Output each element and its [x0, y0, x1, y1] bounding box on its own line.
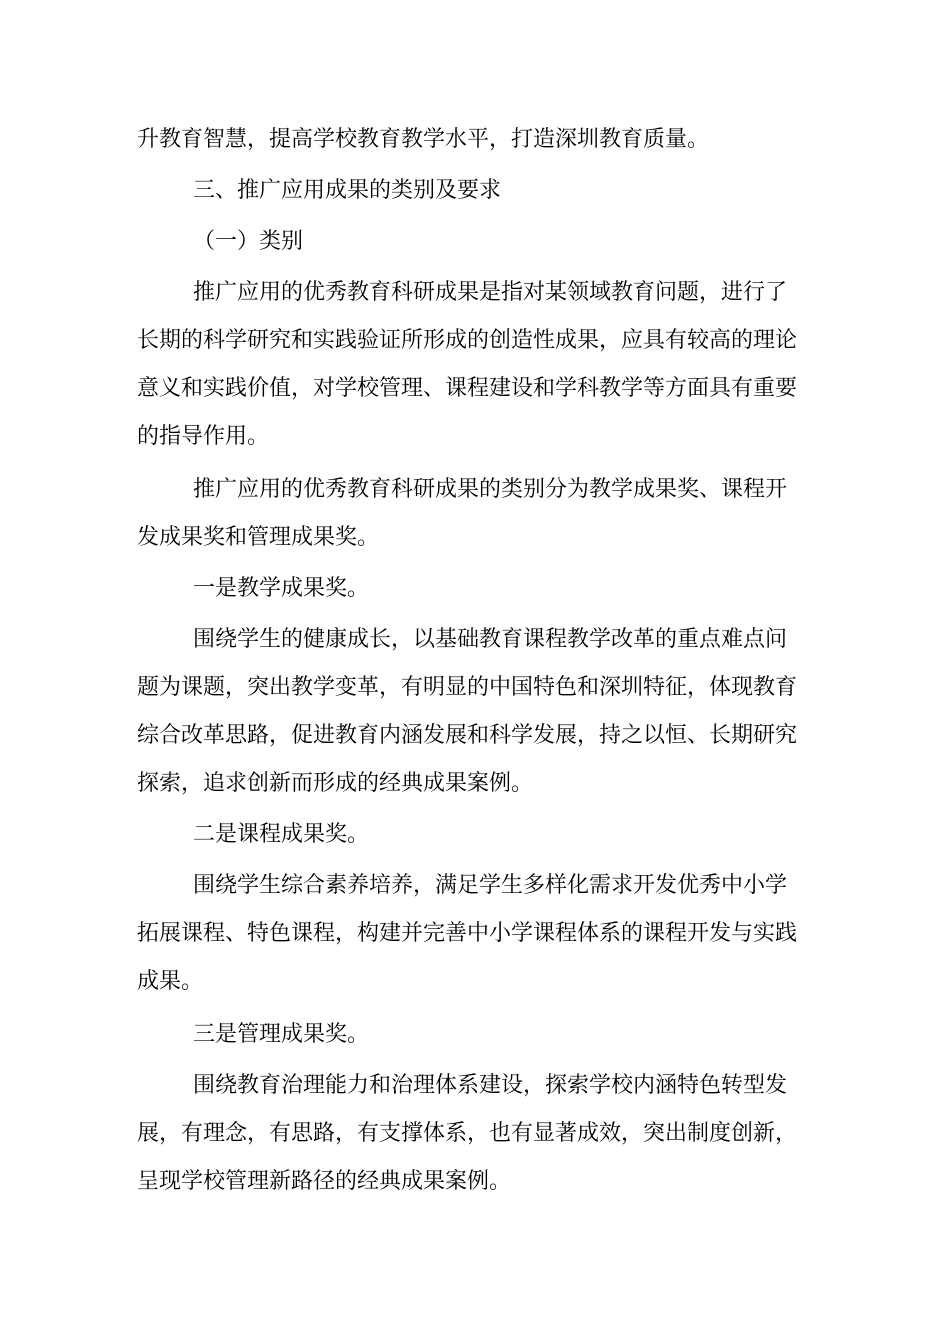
text-line: 的指导作用。: [137, 424, 270, 449]
text-line: 综合改革思路，促进教育内涵发展和科学发展，持之以恒、长期研究: [137, 723, 798, 748]
text-line: 题为课题，突出教学变革，有明显的中国特色和深圳特征，体现教育: [137, 675, 798, 700]
text-line: 围绕教育治理能力和治理体系建设，探索学校内涵特色转型发: [193, 1073, 788, 1098]
text-line: 围绕学生综合素养培养，满足学生多样化需求开发优秀中小学: [193, 873, 788, 898]
subsection-heading: （一）类别: [193, 229, 304, 254]
text-line: 发成果奖和管理成果奖。: [137, 525, 380, 550]
text-line: 拓展课程、特色课程，构建并完善中小学课程体系的课程开发与实践: [137, 921, 798, 946]
text-line: 推广应用的优秀教育科研成果是指对某领域教育问题，进行了: [193, 280, 788, 305]
item-heading: 一是教学成果奖。: [193, 576, 370, 601]
section-heading: 三、推广应用成果的类别及要求: [193, 178, 502, 203]
item-heading: 二是课程成果奖。: [193, 822, 370, 847]
text-line: 展，有理念，有思路，有支撑体系，也有显著成效，突出制度创新，: [137, 1121, 798, 1146]
text-line: 长期的科学研究和实践验证所形成的创造性成果，应具有较高的理论: [137, 328, 798, 353]
text-line: 意义和实践价值，对学校管理、课程建设和学科教学等方面具有重要: [137, 376, 798, 401]
text-line: 呈现学校管理新路径的经典成果案例。: [137, 1169, 512, 1194]
text-line: 推广应用的优秀教育科研成果的类别分为教学成果奖、课程开: [193, 477, 788, 502]
text-line: 升教育智慧，提高学校教育教学水平，打造深圳教育质量。: [137, 127, 710, 152]
text-line: 探索，追求创新而形成的经典成果案例。: [137, 771, 534, 796]
item-heading: 三是管理成果奖。: [193, 1022, 370, 1047]
text-line: 围绕学生的健康成长，以基础教育课程教学改革的重点难点问: [193, 627, 788, 652]
text-line: 成果。: [137, 969, 204, 994]
